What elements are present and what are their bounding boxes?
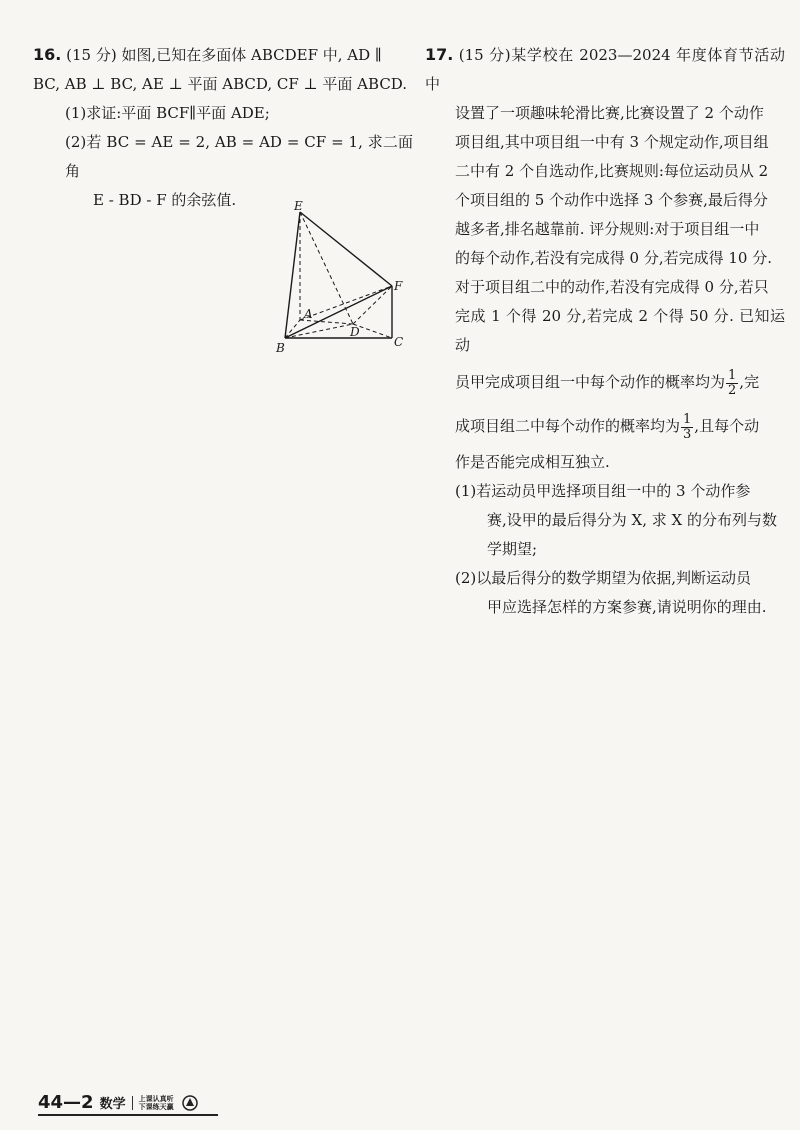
edge-EB: [285, 212, 300, 338]
label-B: B: [276, 341, 285, 355]
footer-divider: [132, 1096, 133, 1110]
q17-line2: 设置了一项趣味轮滑比赛,比赛设置了 2 个动作: [455, 104, 764, 122]
subject-label: 数学: [99, 1097, 126, 1112]
page-footer: [38, 1092, 200, 1113]
footer-rule: [38, 1114, 218, 1116]
q17-part1-line3: 学期望;: [487, 540, 538, 558]
q16-line1: [33, 40, 413, 70]
q17-line12: 作是否能完成相互独立.: [455, 453, 610, 471]
q17-line11-post: ,且每个动: [694, 417, 760, 435]
q17-line10-pre: 员甲完成项目组一中每个动作的概率均为: [455, 373, 726, 391]
q16-number: 16.: [33, 45, 62, 64]
brand-slogan: [139, 1095, 174, 1111]
q17-line4: 二中有 2 个自选动作,比赛规则:每位运动员从 2: [455, 162, 769, 180]
q17-text-line1: (15 分)某学校在 2023—2024 年度体育节活动中: [425, 46, 785, 93]
label-D: D: [350, 325, 360, 339]
polyhedron-figure: [270, 200, 410, 360]
page-number: 44—2: [38, 1092, 94, 1113]
q16-part2-line2: E - BD - F 的余弦值.: [93, 191, 237, 209]
polyhedron-svg: [270, 200, 410, 360]
brand-logo-icon: [180, 1094, 200, 1112]
q16-text-line1: (15 分) 如图,已知在多面体 ABCDEF 中, AD ∥: [66, 46, 382, 64]
q17-line5: 个项目组的 5 个动作中选择 3 个参赛,最后得分: [455, 191, 768, 209]
fraction-one-half: [726, 369, 738, 398]
label-F: F: [394, 279, 403, 293]
frac1-num: 1: [728, 367, 737, 383]
fraction-one-third: [681, 413, 693, 442]
question-16: [33, 40, 413, 215]
q17-part1-line2: 赛,设甲的最后得分为 X, 求 X 的分布列与数: [487, 511, 777, 529]
q17-line11: [425, 404, 785, 448]
q17-number: 17.: [425, 45, 454, 64]
q17-line1: [425, 40, 785, 99]
q17-part2-line1: (2)以最后得分的数学期望为依据,判断运动员: [455, 569, 752, 587]
edge-EF: [300, 212, 392, 286]
q17-line6: 越多者,排名越靠前. 评分规则:对于项目组一中: [455, 220, 760, 238]
q17-line11-pre: 成项目组二中每个动作的概率均为: [455, 417, 681, 435]
q17-line8: 对于项目组二中的动作,若没有完成得 0 分,若只: [455, 278, 769, 296]
frac2-den: 3: [683, 426, 692, 442]
q16-line2: BC, AB ⊥ BC, AE ⊥ 平面 ABCD, CF ⊥ 平面 ABCD.: [33, 75, 408, 93]
brand-line1: 上课认真听: [138, 1094, 174, 1103]
label-A: A: [304, 307, 313, 321]
frac2-num: 1: [683, 411, 692, 427]
edge-AF: [300, 286, 392, 320]
q17-line10: [425, 360, 785, 404]
edge-BF: [285, 286, 392, 338]
label-E: E: [294, 200, 303, 213]
brand-line2: 下课练天赢: [138, 1102, 174, 1111]
q17-line3: 项目组,其中项目组一中有 3 个规定动作,项目组: [455, 133, 769, 151]
q17-part1-line1: (1)若运动员甲选择项目组一中的 3 个动作参: [455, 482, 751, 500]
q17-part2-line2: 甲应选择怎样的方案参赛,请说明你的理由.: [487, 598, 767, 616]
q16-part2-line1: (2)若 BC = AE = 2, AB = AD = CF = 1, 求二面角: [65, 133, 413, 180]
question-17: [425, 40, 785, 622]
frac1-den: 2: [728, 382, 737, 398]
q17-line7: 的每个动作,若没有完成得 0 分,若完成得 10 分.: [455, 249, 773, 267]
q16-part1: (1)求证:平面 BCF∥平面 ADE;: [65, 104, 270, 122]
edge-DF: [353, 286, 392, 324]
label-C: C: [394, 335, 404, 349]
q17-line9: 完成 1 个得 20 分,若完成 2 个得 50 分. 已知运动: [455, 307, 785, 354]
q17-line10-post: ,完: [739, 373, 760, 391]
